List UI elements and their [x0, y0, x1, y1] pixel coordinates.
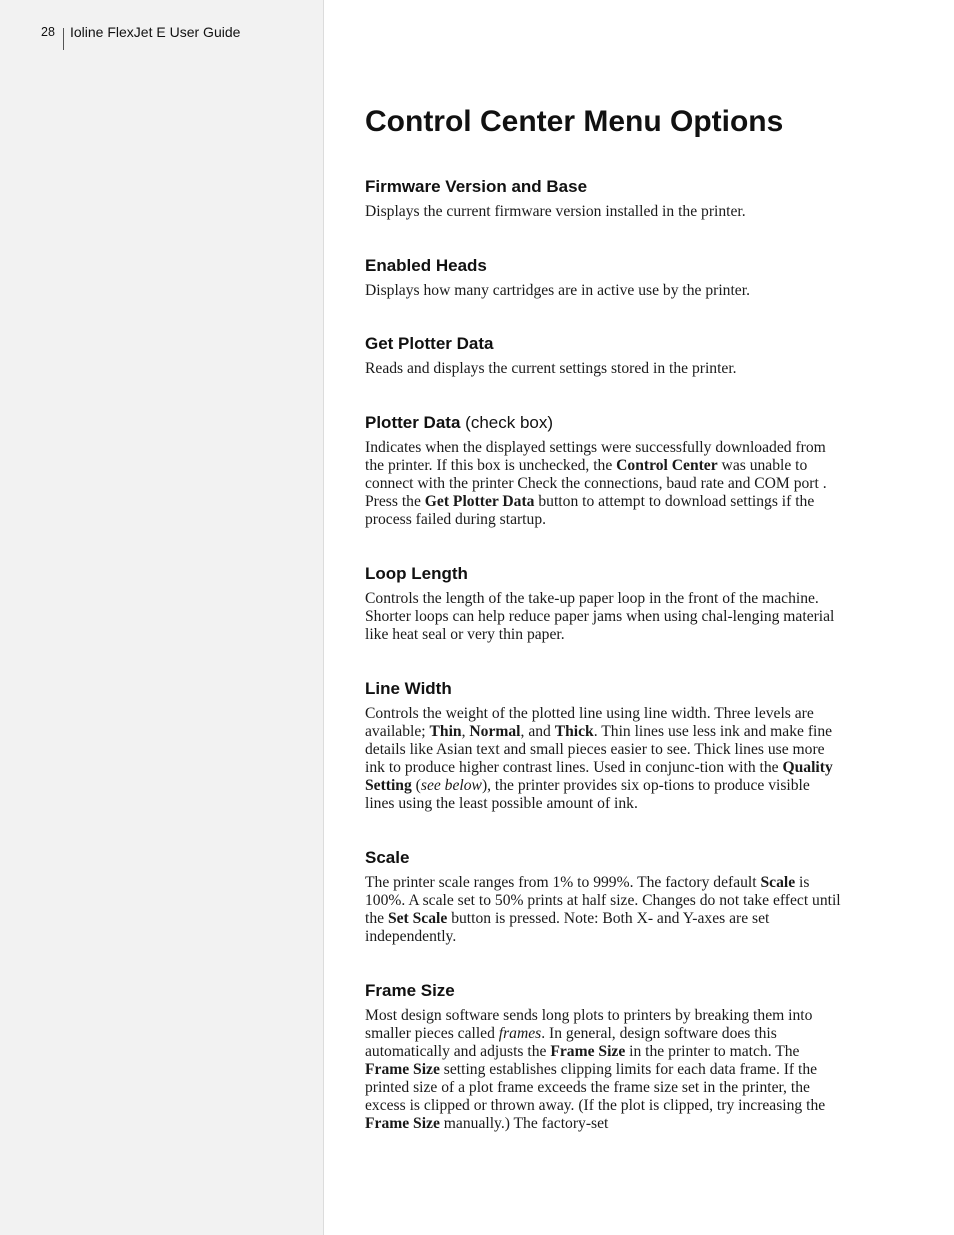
body-text: ), the printer provides six op-tions to produce visible lines using the least possible amount of ink. — [365, 777, 810, 812]
body-text: , and — [520, 723, 555, 740]
ui-term: Get Plotter Data — [424, 493, 535, 510]
section-scale — [365, 847, 843, 946]
section-plotter-data-checkbox — [365, 412, 843, 529]
page-number: 28 — [41, 25, 55, 39]
ui-term: Frame Size — [365, 1115, 440, 1132]
section-enabled-heads — [365, 255, 843, 300]
ui-term: Thin — [429, 723, 462, 740]
section-body — [365, 705, 843, 813]
section-firmware-version — [365, 176, 843, 221]
section-heading: Scale — [365, 848, 410, 867]
ui-term: Quality Setting — [365, 759, 833, 794]
body-text: Most design software sends long plots to printers by breaking them into smaller pieces called — [365, 1007, 813, 1042]
body-text: setting establishes clipping limits for each data frame. If the printed size of a plot frame exceeds the frame size set in the printer, the excess is clipped or thrown away. (If the plot is clipped, try increasing the — [365, 1061, 826, 1114]
section-heading: Line Width — [365, 679, 452, 698]
section-heading: Get Plotter Data — [365, 334, 494, 353]
ui-term: Control Center — [616, 457, 718, 474]
section-body: Controls the length of the take-up paper loop in the front of the machine. Shorter loops can help reduce paper jams when using chal-lenging material like heat seal or very thin paper. — [365, 590, 835, 643]
section-heading: Enabled Heads — [365, 256, 487, 275]
section-loop-length — [365, 563, 843, 644]
section-heading: Firmware Version and Base — [365, 177, 588, 196]
section-body — [365, 1007, 843, 1133]
ui-term: Scale — [760, 874, 796, 891]
ui-term: Frame Size — [550, 1043, 626, 1060]
section-body: Displays the current firmware version installed in the printer. — [365, 203, 746, 220]
body-text: in the printer to match. The — [625, 1043, 800, 1060]
ui-term: Frame Size — [365, 1061, 440, 1078]
cross-reference: see below — [420, 777, 482, 794]
body-text: is 100%. A scale set to 50% prints at half size. Changes do not take effect until the — [365, 874, 841, 927]
body-text: . In general, design software does this automatically and adjusts the — [365, 1025, 777, 1060]
section-body — [365, 439, 843, 529]
body-text: Controls the weight of the plotted line using line width. Three levels are available; — [365, 705, 814, 740]
body-text: ( — [411, 777, 421, 794]
section-heading: Frame Size — [365, 981, 455, 1000]
section-heading: Loop Length — [365, 564, 468, 583]
section-heading — [365, 412, 843, 434]
body-text: , — [461, 723, 470, 740]
body-text: The printer scale ranges from 1% to 999%. The factory default — [365, 874, 761, 891]
body-text: button to attempt to download settings if the process failed during startup. — [365, 493, 815, 528]
section-line-width — [365, 678, 843, 813]
body-text: was unable to connect with the printer Check the connections, baud rate and COM port . Press the — [365, 457, 827, 510]
ui-term: Normal — [469, 723, 521, 740]
body-text: . Thin lines use less ink and make fine details like Asian text and small pieces easier to see. Thick lines use more ink to produce higher contrast lines. Used in conjunc-tion with the — [365, 723, 833, 776]
page-title: Control Center Menu Options — [365, 105, 784, 138]
document-title: Ioline FlexJet E User Guide — [70, 24, 241, 40]
section-body — [365, 874, 843, 946]
section-body: Displays how many cartridges are in active use by the printer. — [365, 282, 750, 299]
page-content — [365, 102, 843, 1133]
section-body: Reads and displays the current settings stored in the printer. — [365, 360, 737, 377]
body-text: Indicates when the displayed settings were successfully downloaded from the printer. If this box is unchecked, the — [365, 439, 826, 474]
ui-term: Thick — [554, 723, 594, 740]
heading-note: (check box) — [465, 413, 554, 432]
heading-label: Plotter Data — [365, 413, 461, 432]
header-divider — [63, 28, 64, 50]
section-get-plotter-data — [365, 333, 843, 378]
emphasis: frames — [498, 1025, 542, 1042]
ui-term: Set Scale — [387, 910, 448, 927]
side-margin-panel — [0, 0, 324, 1235]
section-frame-size — [365, 980, 843, 1133]
body-text: manually.) The factory-set — [439, 1115, 609, 1132]
body-text: button is pressed. Note: Both X- and Y-axes are set independently. — [365, 910, 770, 945]
